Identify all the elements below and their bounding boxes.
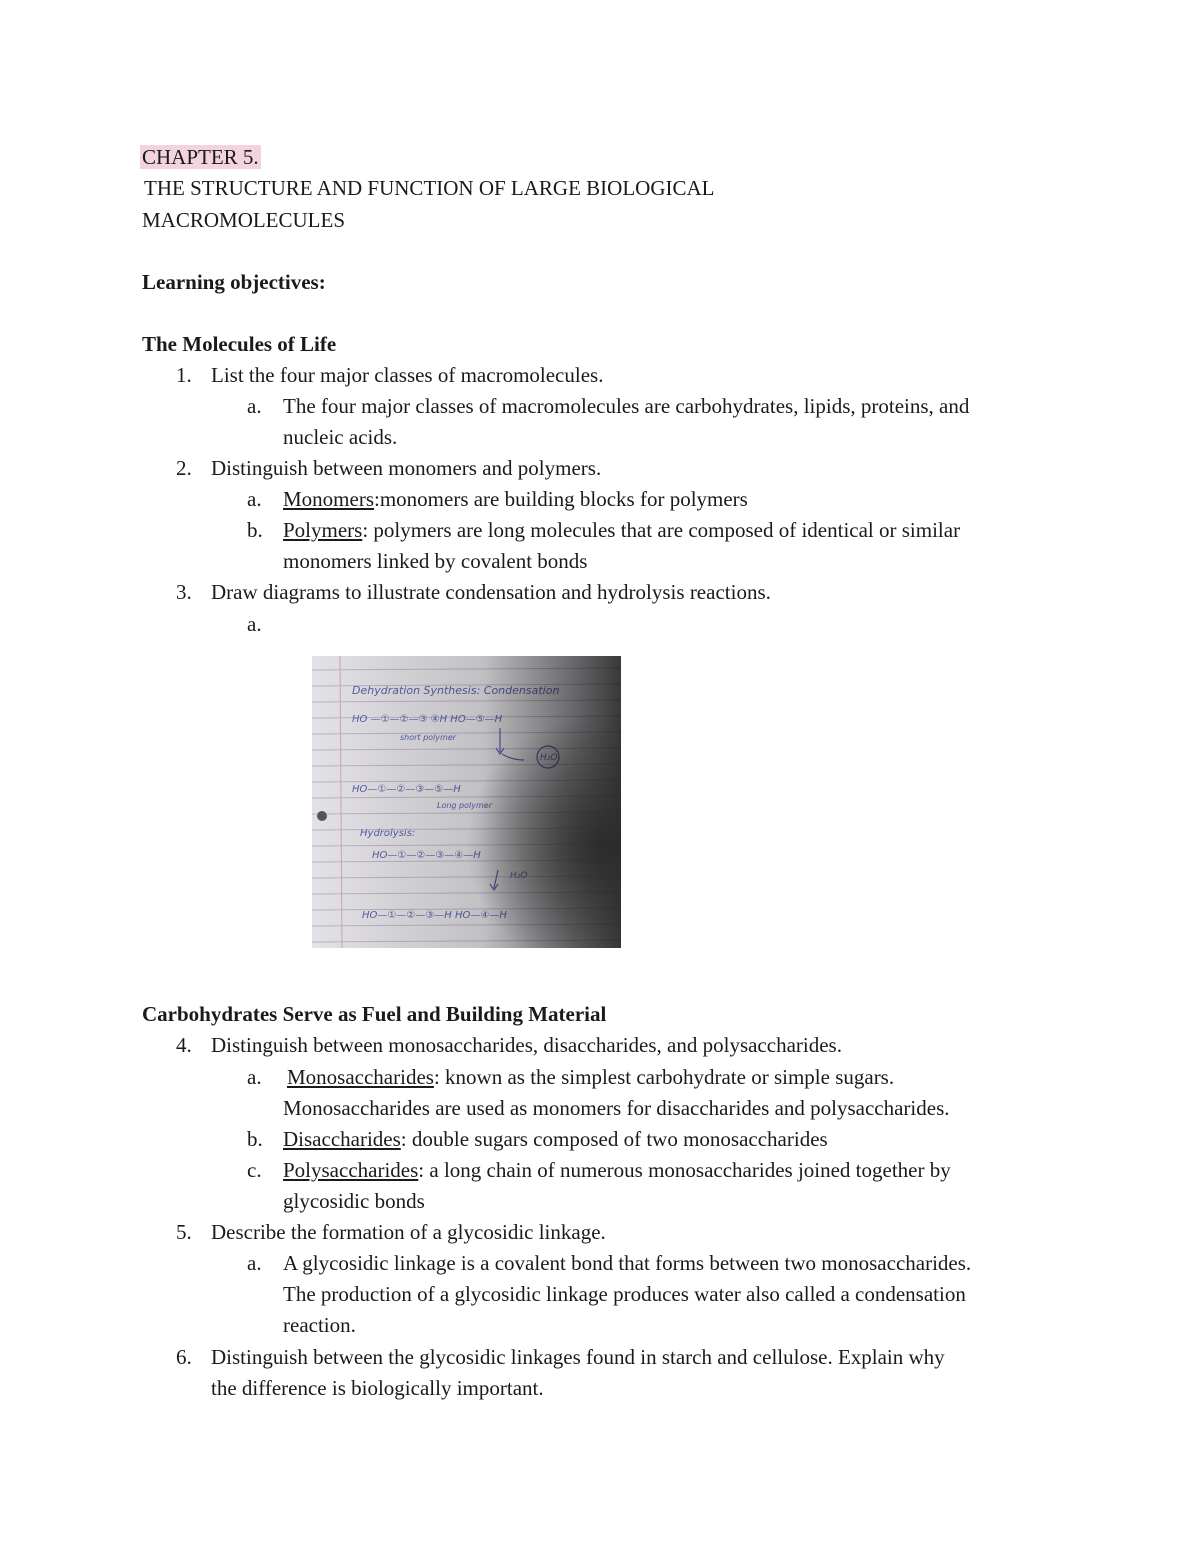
objective-5a-line1: A glycosidic linkage is a covalent bond that forms between two monosaccharides. xyxy=(283,1251,972,1275)
sub-marker-4b: b. xyxy=(247,1127,263,1151)
definition-polysaccharides: : a long chain of numerous monosaccharides joined together by xyxy=(418,1158,951,1182)
objective-1a-line2: nucleic acids. xyxy=(283,425,398,449)
list-number-4: 4. xyxy=(176,1033,192,1057)
objective-4b-line xyxy=(283,1126,828,1152)
definition-monomers: :monomers are building blocks for polymers xyxy=(374,487,748,511)
learning-objectives-heading: Learning objectives: xyxy=(142,270,326,294)
photo-dark-corner xyxy=(312,656,621,948)
objective-5a-line3: reaction. xyxy=(283,1313,356,1337)
objective-2b-line2: monomers linked by covalent bonds xyxy=(283,549,588,573)
sub-marker-2b: b. xyxy=(247,518,263,542)
list-number-6: 6. xyxy=(176,1345,192,1369)
chapter-title-line2: MACROMOLECULES xyxy=(142,208,346,232)
list-number-5: 5. xyxy=(176,1220,192,1244)
term-monomers: Monomers xyxy=(283,487,374,511)
term-polysaccharides: Polysaccharides xyxy=(283,1158,419,1182)
term-polymers: Polymers xyxy=(283,518,363,542)
objective-6-line1: Distinguish between the glycosidic linkages found in starch and cellulose. Explain why xyxy=(211,1345,945,1369)
sub-marker-5a: a. xyxy=(247,1251,262,1275)
objective-1a-line1: The four major classes of macromolecules are carbohydrates, lipids, proteins, and xyxy=(283,394,970,418)
chapter-highlight: CHAPTER 5. xyxy=(142,145,259,169)
handwritten-diagram-photo xyxy=(312,656,621,948)
objective-6-line2: the difference is biologically important. xyxy=(211,1376,544,1400)
chapter-label xyxy=(140,144,261,170)
objective-4-text: Distinguish between monosaccharides, disaccharides, and polysaccharides. xyxy=(211,1033,842,1057)
objective-4c-line1 xyxy=(283,1157,951,1183)
term-monosaccharides: Monosaccharides xyxy=(287,1065,434,1089)
section-heading-carbohydrates: Carbohydrates Serve as Fuel and Building Material xyxy=(142,1002,607,1026)
sub-marker-2a: a. xyxy=(247,487,262,511)
objective-2a-line xyxy=(283,486,748,512)
objective-4c-line2: glycosidic bonds xyxy=(283,1189,425,1213)
sub-marker-4c: c. xyxy=(247,1158,262,1182)
section-heading-molecules-of-life: The Molecules of Life xyxy=(142,332,337,356)
objective-2-text: Distinguish between monomers and polymers. xyxy=(211,456,602,480)
objective-2b-line1 xyxy=(283,517,960,543)
definition-polymers: : polymers are long molecules that are composed of identical or similar xyxy=(362,518,961,542)
objective-4a-line2: Monosaccharides are used as monomers for disaccharides and polysaccharides. xyxy=(283,1096,950,1120)
sub-marker-4a: a. xyxy=(247,1065,262,1089)
objective-1-text: List the four major classes of macromolecules. xyxy=(211,363,604,387)
list-number-3: 3. xyxy=(176,580,192,604)
term-disaccharides: Disaccharides xyxy=(283,1127,401,1151)
definition-disaccharides: : double sugars composed of two monosaccharides xyxy=(400,1127,828,1151)
objective-5a-line2: The production of a glycosidic linkage produces water also called a condensation xyxy=(283,1282,966,1306)
sub-marker-1a: a. xyxy=(247,394,262,418)
list-number-1: 1. xyxy=(176,363,192,387)
objective-3-text: Draw diagrams to illustrate condensation and hydrolysis reactions. xyxy=(211,580,771,604)
definition-monosaccharides: : known as the simplest carbohydrate or simple sugars. xyxy=(433,1065,895,1089)
sub-marker-3a: a. xyxy=(247,612,262,636)
objective-4a-line1 xyxy=(287,1064,894,1090)
chapter-title-line1: THE STRUCTURE AND FUNCTION OF LARGE BIOLOGICAL xyxy=(144,176,715,200)
objective-5-text: Describe the formation of a glycosidic linkage. xyxy=(211,1220,606,1244)
list-number-2: 2. xyxy=(176,456,192,480)
